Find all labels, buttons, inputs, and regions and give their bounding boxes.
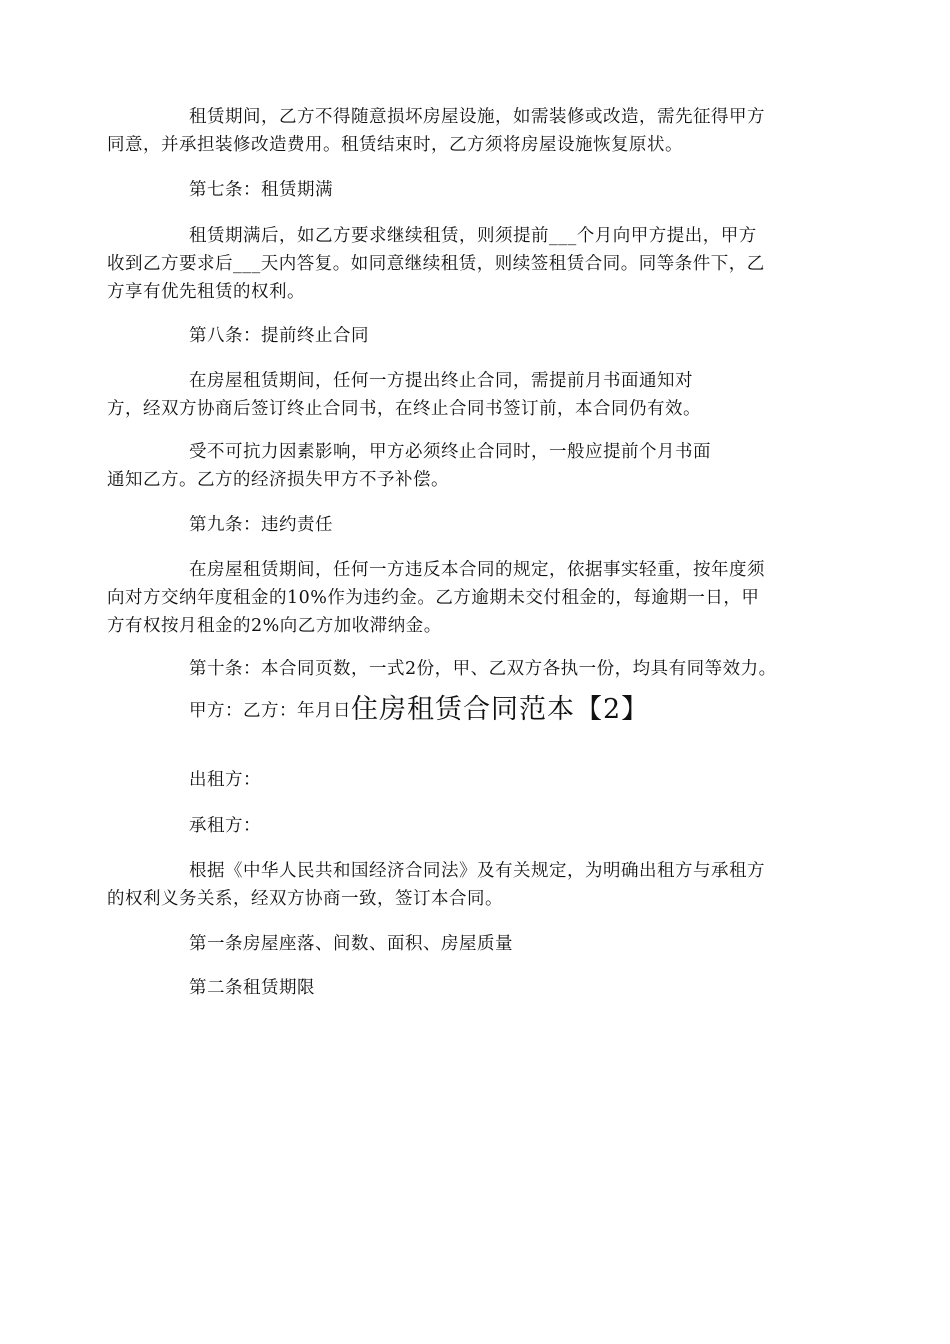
signature-and-title-line — [189, 696, 649, 725]
paragraph-intro — [107, 857, 847, 913]
paragraph-early-termination — [107, 367, 847, 423]
text-line: 受不可抗力因素影响，甲方必须终止合同时，一般应提前个月书面 — [189, 442, 711, 462]
text-line: 方有权按月租金的2%向乙方加收滞纳金。 — [107, 616, 442, 636]
article-10-text: 第十条：本合同页数，一式2份，甲、乙双方各执一份，均具有同等效力。 — [189, 659, 777, 679]
text-line: 在房屋租赁期间，任何一方提出终止合同，需提前月书面通知对 — [189, 371, 693, 391]
text-line: 在房屋租赁期间，任何一方违反本合同的规定，依据事实轻重，按年度须 — [189, 560, 765, 580]
paragraph-renovation — [107, 103, 847, 159]
text-line: 向对方交纳年度租金的10%作为违约金。乙方逾期未交付租金的，每逾期一日，甲 — [107, 588, 760, 608]
text-line: 方享有优先租赁的权利。 — [107, 282, 305, 302]
text-line: 租赁期满后，如乙方要求继续租赁，则须提前___个月向甲方提出，甲方 — [189, 226, 757, 246]
text-line: 的权利义务关系，经双方协商一致，签订本合同。 — [107, 889, 503, 909]
second-contract-title: 住房租赁合同范本【2】 — [351, 694, 650, 725]
paragraph-lease-expiry — [107, 222, 847, 306]
article-9-heading: 第九条：违约责任 — [189, 515, 333, 535]
text-line: 同意，并承担装修改造费用。租赁结束时，乙方须将房屋设施恢复原状。 — [107, 135, 683, 155]
text-line: 方，经双方协商后签订终止合同书，在终止合同书签订前，本合同仍有效。 — [107, 399, 701, 419]
text-line: 租赁期间，乙方不得随意损坏房屋设施，如需装修或改造，需先征得甲方 — [189, 107, 765, 127]
lessee-label: 承租方： — [189, 816, 261, 836]
paragraph-force-majeure — [107, 438, 847, 494]
article-8-heading: 第八条：提前终止合同 — [189, 326, 369, 346]
signature-line: 甲方：乙方：年月日 — [189, 701, 351, 721]
text-line: 通知乙方。乙方的经济损失甲方不予补偿。 — [107, 470, 449, 490]
article-7-heading: 第七条：租赁期满 — [189, 180, 333, 200]
text-line: 收到乙方要求后___天内答复。如同意继续租赁，则续签租赁合同。同等条件下，乙 — [107, 254, 765, 274]
article-2-heading: 第二条租赁期限 — [189, 978, 315, 998]
lessor-label: 出租方： — [189, 770, 261, 790]
article-1-heading: 第一条房屋座落、间数、面积、房屋质量 — [189, 934, 513, 954]
paragraph-breach — [107, 556, 847, 640]
text-line: 根据《中华人民共和国经济合同法》及有关规定，为明确出租方与承租方 — [189, 861, 765, 881]
